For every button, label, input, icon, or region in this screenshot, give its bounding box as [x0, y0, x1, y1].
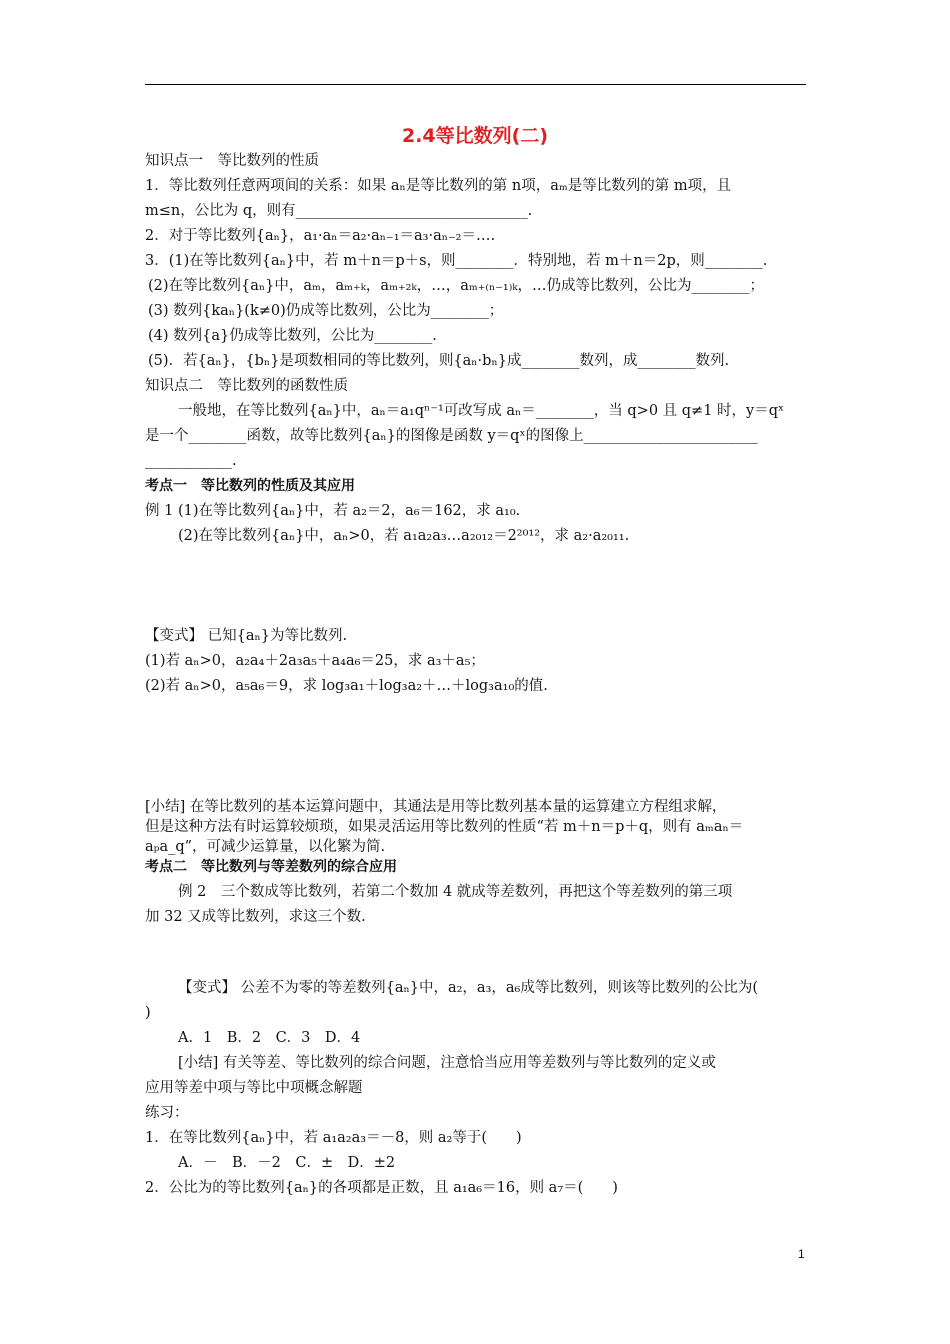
text-line: 一般地，在等比数列{aₙ}中，aₙ＝a₁qⁿ⁻¹可改写成 aₙ＝________，当 q>0 且 q≠1 时，y＝qˣ — [178, 403, 785, 419]
text-line: 加 32 又成等比数列，求这三个数. — [145, 909, 366, 925]
text-line: 2．对于等比数列{aₙ}，a₁·aₙ＝a₂·aₙ₋₁＝a₃·aₙ₋₂＝…. — [145, 228, 496, 244]
text-line: 例 1 (1)在等比数列{aₙ}中，若 a₂＝2，a₆＝162，求 a₁₀. — [145, 503, 521, 519]
text-line: 练习： — [145, 1105, 189, 1121]
text-line: 例 2 三个数成等比数列，若第二个数加 4 就成等差数列，再把这个等差数列的第三项 — [178, 884, 733, 900]
text-line: (2)在等比数列{aₙ}中，aₙ>0，若 a₁a₂a₃…a₂₀₁₂＝2²⁰¹²，求 a₂·a₂₀₁₁. — [178, 528, 630, 544]
text-line: 1．在等比数列{aₙ}中，若 a₁a₂a₃＝－8，则 a₂等于( ) — [145, 1130, 522, 1146]
text-line: A．1 B．2 C．3 D．4 — [178, 1030, 361, 1046]
text-line: 【变式】 已知{aₙ}为等比数列. — [145, 628, 348, 644]
text-line: 知识点二 等比数列的函数性质 — [145, 378, 348, 394]
text-line: (2)在等比数列{aₙ}中，aₘ，aₘ₊ₖ，aₘ₊₂ₖ，…，aₘ₊₍ₙ₋₁₎ₖ，…仍成等比数列，公比为________； — [148, 278, 765, 294]
text-line: 考点二 等比数列与等差数列的综合应用 — [145, 859, 397, 875]
text-line: ____________. — [145, 453, 237, 469]
text-line: 【变式】 公差不为零的等差数列{aₙ}中，a₂，a₃，a₆成等比数列，则该等比数列的公比为( — [178, 980, 759, 996]
text-line: 应用等差中项与等比中项概念解题 — [145, 1080, 363, 1096]
text-line: (4) 数列{a}仍成等比数列，公比为________. — [148, 328, 437, 344]
text-line: 但是这种方法有时运算较烦琐，如果灵活运用等比数列的性质“若 m＋n＝p＋q，则有 aₘaₙ＝ — [145, 819, 744, 835]
text-line: A．－ B．－2 C．± D．±2 — [178, 1155, 396, 1171]
text-line: 是一个________函数，故等比数列{aₙ}的图像是函数 y＝qˣ的图像上________________________ — [145, 428, 758, 444]
text-line: 1．等比数列任意两项间的关系：如果 aₙ是等比数列的第 n项，aₘ是等比数列的第 m项，且 — [145, 178, 732, 194]
text-line: (1)若 aₙ>0，a₂a₄＋2a₃a₅＋a₄a₆＝25，求 a₃＋a₅； — [145, 653, 485, 669]
text-line: (5)．若{aₙ}，{bₙ}是项数相同的等比数列，则{aₙ·bₙ}成________数列，成________数列. — [148, 353, 730, 369]
header-rule — [145, 84, 806, 85]
text-line: 知识点一 等比数列的性质 — [145, 153, 319, 169]
text-line: [小结] 有关等差、等比数列的综合问题，注意恰当应用等差数列与等比数列的定义或 — [178, 1055, 716, 1071]
page-title: 2.4等比数列(二) — [401, 125, 549, 147]
text-line: (3) 数列{kaₙ}(k≠0)仍成等比数列，公比为________； — [148, 303, 504, 319]
text-line: aₚa_q”，可减少运算量，以化繁为简. — [145, 839, 386, 855]
text-line: [小结] 在等比数列的基本运算问题中，其通法是用等比数列基本量的运算建立方程组求解， — [145, 799, 727, 815]
text-line: ) — [145, 1005, 151, 1021]
text-line: m≤n，公比为 q，则有________________________________. — [145, 203, 533, 219]
text-line: 3．(1)在等比数列{aₙ}中，若 m＋n＝p＋s，则________．特别地，若 m＋n＝2p，则________. — [145, 253, 768, 269]
text-line: 2．公比为的等比数列{aₙ}的各项都是正数，且 a₁a₆＝16，则 a₇＝( ) — [145, 1180, 618, 1196]
text-line: 考点一 等比数列的性质及其应用 — [145, 478, 355, 494]
page-number: 1 — [798, 1247, 805, 1261]
text-line: (2)若 aₙ>0，a₅a₆＝9，求 log₃a₁＋log₃a₂＋…＋log₃a₁₀的值. — [145, 678, 548, 694]
